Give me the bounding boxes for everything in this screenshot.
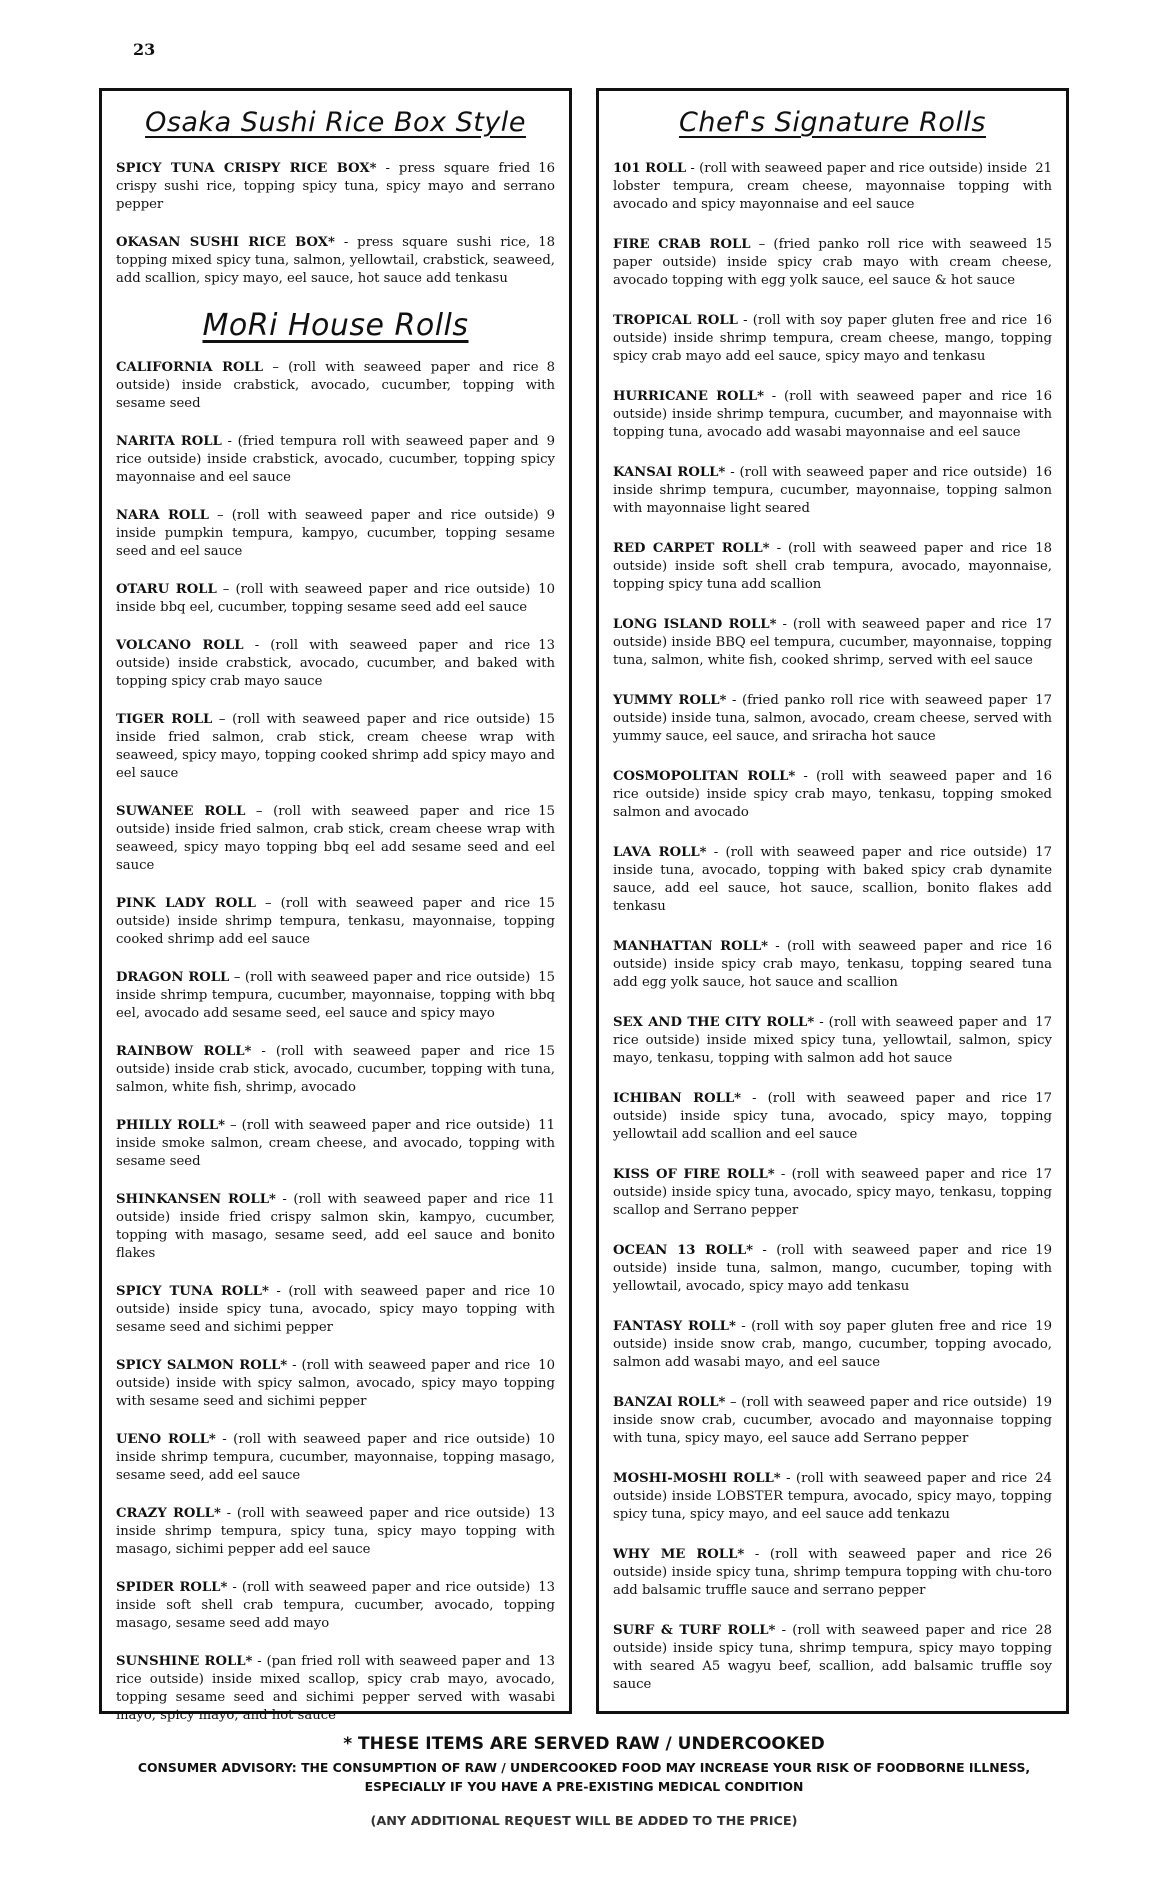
menu-item	[116, 637, 555, 691]
menu-item-description: - (fried tempura roll with seaweed paper and rice outside) inside crabstick, avocado, cucumber, topping spicy mayonnaise and eel sauce	[116, 434, 555, 485]
menu-item	[116, 581, 555, 617]
menu-item-description: - (roll with seaweed paper and rice outside) inside spicy tuna, shrimp tempura, spicy mayo topping with seared A5 wagyu beef, scallion, add balsamic truffle soy sauce	[613, 1623, 1052, 1692]
menu-item-description: - (roll with seaweed paper and rice outside) inside spicy crab mayo, tenkasu, topping smoked salmon and avocado	[613, 769, 1052, 820]
menu-item-name: SHINKANSEN ROLL*	[116, 1192, 276, 1207]
additional-request-note: (ANY ADDITIONAL REQUEST WILL BE ADDED TO THE PRICE)	[370, 1814, 798, 1829]
menu-item-name: MANHATTAN ROLL*	[613, 939, 769, 954]
menu-item-price: 15	[538, 970, 555, 985]
menu-item	[613, 844, 1052, 916]
menu-item	[116, 234, 555, 288]
menu-item-description: - (roll with seaweed paper and rice outside) inside shrimp tempura, cucumber, and mayonnaise with topping tuna, avocado add wasabi mayonnaise and eel sauce	[613, 389, 1052, 440]
menu-item-description: - (roll with seaweed paper and rice outside) inside soft shell crab tempura, avocado, mayonnaise, topping spicy tuna add scallion	[613, 541, 1052, 592]
menu-item	[613, 1470, 1052, 1524]
menu-item-price: 9	[546, 434, 555, 449]
menu-item-name: SEX AND THE CITY ROLL*	[613, 1015, 815, 1030]
menu-item	[613, 768, 1052, 822]
menu-item-description: - (roll with seaweed paper and rice outside) inside spicy tuna, avocado, spicy mayo, tenkasu, topping scallop and Serrano pepper	[613, 1167, 1052, 1218]
menu-item-name: TIGER ROLL	[116, 712, 213, 727]
menu-item	[116, 1283, 555, 1337]
menu-item-name: PINK LADY ROLL	[116, 896, 256, 911]
advisory-line-2: ESPECIALLY IF YOU HAVE A PRE-EXISTING MEDICAL CONDITION	[364, 1779, 804, 1794]
menu-item	[116, 1043, 555, 1097]
menu-item-description: - (roll with seaweed paper and rice outside) inside tuna, salmon, mango, cucumber, toping with yellowtail, avocado, spicy mayo add tenkasu	[613, 1243, 1052, 1294]
menu-item	[613, 1014, 1052, 1068]
menu-item	[116, 160, 555, 214]
menu-item	[116, 1357, 555, 1411]
menu-item-description: - (roll with soy paper gluten free and rice outside) inside shrimp tempura, cream cheese, mango, topping spicy crab mayo add eel sauce, spicy mayo and tenkasu	[613, 313, 1052, 364]
menu-item-price: 16	[1035, 769, 1052, 784]
signature-rolls-section-title: Chef's Signature Rolls	[679, 107, 986, 138]
page-number: 23	[133, 40, 156, 59]
menu-item-name: ICHIBAN ROLL*	[613, 1091, 742, 1106]
menu-item-description: - (roll with seaweed paper and rice outside) inside with spicy salmon, avocado, spicy mayo topping with sesame seed and sichimi pepper	[116, 1358, 555, 1409]
right-menu-column	[596, 88, 1069, 1714]
rice-box-list	[116, 160, 555, 288]
menu-item-name: FIRE CRAB ROLL	[613, 237, 751, 252]
menu-item-name: SUNSHINE ROLL*	[116, 1654, 253, 1669]
menu-item-price: 19	[1035, 1395, 1052, 1410]
menu-item-description: - (roll with seaweed paper and rice outside) inside soft shell crab tempura, cucumber, avocado, topping masago, sesame seed add mayo	[116, 1580, 555, 1631]
menu-item-name: MOSHI-MOSHI ROLL*	[613, 1471, 781, 1486]
menu-item-description: - (roll with seaweed paper and rice outside) inside spicy tuna, shrimp tempura topping with chu-toro add balsamic truffle sauce and serrano pepper	[613, 1547, 1052, 1598]
menu-item-price: 17	[1035, 1015, 1052, 1030]
menu-item-price: 9	[546, 508, 555, 523]
menu-item-description: - (roll with seaweed paper and rice outside) inside crabstick, avocado, cucumber, and baked with topping spicy crab mayo sauce	[116, 638, 555, 689]
menu-item-description: - (roll with seaweed paper and rice outside) inside shrimp tempura, cucumber, mayonnaise, topping masago, sesame seed, add eel sauce	[116, 1432, 555, 1483]
menu-item-price: 10	[538, 1358, 555, 1373]
menu-item	[613, 616, 1052, 670]
menu-item-name: VOLCANO ROLL	[116, 638, 244, 653]
menu-item-price: 17	[1035, 845, 1052, 860]
left-menu-column	[99, 88, 572, 1723]
consumer-advisory	[99, 1758, 1069, 1796]
menu-item-name: DRAGON ROLL	[116, 970, 230, 985]
menu-item	[116, 803, 555, 875]
menu-item-name: WHY ME ROLL*	[613, 1547, 745, 1562]
menu-item-description: - (roll with seaweed paper and rice outside) inside mixed spicy tuna, yellowtail, salmon, spicy mayo, tenkasu, topping with salmon add hot sauce	[613, 1015, 1052, 1066]
menu-item-name: COSMOPOLITAN ROLL*	[613, 769, 796, 784]
menu-item-description: - (roll with seaweed paper and rice outside) inside crab stick, avocado, cucumber, topping with tuna, salmon, white fish, shrimp, avocado	[116, 1044, 555, 1095]
menu-item-price: 18	[1035, 541, 1052, 556]
menu-item-price: 10	[538, 1432, 555, 1447]
raw-notice: * THESE ITEMS ARE SERVED RAW / UNDERCOOKED	[343, 1734, 825, 1754]
menu-item-price: 13	[538, 1506, 555, 1521]
menu-item-description: - press square fried crispy sushi rice, topping spicy tuna, spicy mayo and serrano pepper	[116, 161, 555, 212]
menu-item	[613, 1242, 1052, 1296]
menu-item	[116, 507, 555, 561]
menu-item-price: 15	[1035, 237, 1052, 252]
menu-item-name: NARA ROLL	[116, 508, 209, 523]
menu-item	[613, 1622, 1052, 1694]
menu-item	[116, 1653, 555, 1725]
menu-item-price: 15	[538, 712, 555, 727]
menu-item-name: SPICY SALMON ROLL*	[116, 1358, 288, 1373]
menu-item-price: 16	[1035, 313, 1052, 328]
menu-item-price: 16	[1035, 465, 1052, 480]
menu-item-description: - press square sushi rice, topping mixed spicy tuna, salmon, yellowtail, crabstick, seaweed, add scallion, spicy mayo, eel sauce, hot sauce add tenkasu	[116, 235, 555, 286]
menu-item-description: – (roll with seaweed paper and rice outside) inside bbq eel, cucumber, topping sesame seed add eel sauce	[116, 582, 531, 615]
menu-item-name: RAINBOW ROLL*	[116, 1044, 252, 1059]
menu-item	[116, 433, 555, 487]
menu-item-price: 8	[546, 360, 555, 375]
menu-item-description: – (roll with seaweed paper and rice outside) inside crabstick, avocado, cucumber, topping with sesame seed	[116, 360, 555, 411]
rice-box-section-title: Osaka Sushi Rice Box Style	[145, 107, 526, 138]
menu-item-name: OTARU ROLL	[116, 582, 217, 597]
menu-item-name: TROPICAL ROLL	[613, 313, 738, 328]
menu-item-price: 17	[1035, 693, 1052, 708]
menu-item-name: OKASAN SUSHI RICE BOX*	[116, 235, 335, 250]
menu-item-description: - (roll with seaweed paper and rice outside) inside spicy tuna, avocado, spicy mayo, topping yellowtail add scallion and eel sauce	[613, 1091, 1052, 1142]
menu-item	[613, 1318, 1052, 1372]
menu-item-description: - (roll with seaweed paper and rice outside) inside spicy crab mayo, tenkasu, topping seared tuna add egg yolk sauce, hot sauce and scallion	[613, 939, 1052, 990]
menu-item-description: - (roll with seaweed paper and rice outside) inside lobster tempura, cream cheese, mayonnaise topping with avocado and spicy mayonnaise and eel sauce	[613, 161, 1052, 212]
menu-item-name: SURF & TURF ROLL*	[613, 1623, 776, 1638]
menu-item-description: - (roll with seaweed paper and rice outside) inside spicy tuna, avocado, spicy mayo topping with sesame seed and sichimi pepper	[116, 1284, 555, 1335]
menu-item	[116, 1431, 555, 1485]
menu-item	[613, 540, 1052, 594]
menu-item-price: 13	[538, 1580, 555, 1595]
menu-item-price: 17	[1035, 617, 1052, 632]
menu-item	[116, 1579, 555, 1633]
menu-item-name: NARITA ROLL	[116, 434, 222, 449]
menu-item-description: - (roll with seaweed paper and rice outside) inside LOBSTER tempura, avocado, spicy mayo, topping spicy tuna, spicy mayo, and eel sauce add tenkazu	[613, 1471, 1052, 1522]
menu-item-description: – (roll with seaweed paper and rice outside) inside smoke salmon, cream cheese, and avocado, topping with sesame seed	[116, 1118, 555, 1169]
menu-item-price: 15	[538, 896, 555, 911]
menu-item	[613, 1166, 1052, 1220]
menu-item-price: 17	[1035, 1167, 1052, 1182]
menu-item-description: - (roll with seaweed paper and rice outside) inside tuna, avocado, topping with baked spicy crab dynamite sauce, add eel sauce, hot sauce, scallion, bonito flakes add tenkasu	[613, 845, 1052, 914]
menu-item-price: 19	[1035, 1243, 1052, 1258]
menu-item-price: 13	[538, 638, 555, 653]
menu-item-name: SUWANEE ROLL	[116, 804, 246, 819]
menu-item-name: UENO ROLL*	[116, 1432, 216, 1447]
menu-item-price: 16	[538, 161, 555, 176]
menu-item	[613, 312, 1052, 366]
menu-item-description: – (roll with seaweed paper and rice outside) inside fried salmon, crab stick, cream cheese wrap with seaweed, spicy mayo, topping cooked shrimp add spicy mayo and eel sauce	[116, 712, 555, 781]
menu-item-name: SPICY TUNA CRISPY RICE BOX*	[116, 161, 377, 176]
menu-item-price: 28	[1035, 1623, 1052, 1638]
menu-item-name: YUMMY ROLL*	[613, 693, 727, 708]
menu-item-description: - (pan fried roll with seaweed paper and rice outside) inside mixed scallop, spicy crab mayo, avocado, topping sesame seed and sichimi pepper served with wasabi mayo, spicy mayo, and hot sauce	[116, 1654, 555, 1723]
menu-item	[613, 1394, 1052, 1448]
menu-item-description: - (roll with seaweed paper and rice outside) inside shrimp tempura, spicy tuna, spicy mayo topping with masago, sichimi pepper add eel sauce	[116, 1506, 555, 1557]
menu-item-price: 24	[1035, 1471, 1052, 1486]
menu-item-name: PHILLY ROLL*	[116, 1118, 225, 1133]
menu-item-description: – (roll with seaweed paper and rice outside) inside shrimp tempura, cucumber, mayonnaise, topping with bbq eel, avocado add sesame seed, eel sauce and spicy mayo	[116, 970, 555, 1021]
menu-item-price: 13	[538, 1654, 555, 1669]
menu-item	[613, 1090, 1052, 1144]
menu-item-price: 15	[538, 804, 555, 819]
menu-item-price: 18	[538, 235, 555, 250]
menu-item-price: 16	[1035, 939, 1052, 954]
footer	[99, 1734, 1069, 1829]
house-rolls-list	[116, 359, 555, 1725]
menu-item	[613, 236, 1052, 290]
menu-item-description: – (roll with seaweed paper and rice outside) inside snow crab, cucumber, avocado and mayonnaise topping with tuna, spicy mayo, eel sauce add Serrano pepper	[613, 1395, 1052, 1446]
menu-item	[116, 895, 555, 949]
menu-item	[116, 1505, 555, 1559]
menu-item-description: - (roll with soy paper gluten free and rice outside) inside snow crab, mango, cucumber, topping avocado, salmon add wasabi mayo, and eel sauce	[613, 1319, 1052, 1370]
menu-item-name: FANTASY ROLL*	[613, 1319, 736, 1334]
menu-item-description: - (roll with seaweed paper and rice outside) inside shrimp tempura, cucumber, mayonnaise, topping salmon with mayonnaise light seared	[613, 465, 1052, 516]
menu-item-name: CALIFORNIA ROLL	[116, 360, 264, 375]
menu-item-name: SPIDER ROLL*	[116, 1580, 228, 1595]
menu-item-name: LAVA ROLL*	[613, 845, 707, 860]
menu-item-price: 19	[1035, 1319, 1052, 1334]
menu-item-description: – (fried panko roll rice with seaweed paper outside) inside spicy crab mayo with cream cheese, avocado topping with egg yolk sauce, eel sauce & hot sauce	[613, 237, 1052, 288]
menu-item-name: RED CARPET ROLL*	[613, 541, 770, 556]
menu-item	[116, 1191, 555, 1263]
menu-item-name: OCEAN 13 ROLL*	[613, 1243, 754, 1258]
menu-item-description: – (roll with seaweed paper and rice outside) inside fried salmon, crab stick, cream cheese wrap with seaweed, spicy mayo topping bbq eel add sesame seed and eel sauce	[116, 804, 555, 873]
menu-item-description: - (roll with seaweed paper and rice outside) inside BBQ eel tempura, cucumber, mayonnaise, topping tuna, salmon, white fish, cooked shrimp, served with eel sauce	[613, 617, 1052, 668]
menu-item-name: HURRICANE ROLL*	[613, 389, 764, 404]
menu-item	[116, 1117, 555, 1171]
menu-item	[613, 938, 1052, 992]
menu-item-name: KANSAI ROLL*	[613, 465, 726, 480]
menu-item-name: SPICY TUNA ROLL*	[116, 1284, 269, 1299]
menu-item-price: 15	[538, 1044, 555, 1059]
menu-item-description: - (roll with seaweed paper and rice outside) inside fried crispy salmon skin, kampyo, cucumber, topping with masago, sesame seed, add eel sauce and bonito flakes	[116, 1192, 555, 1261]
menu-item	[613, 1546, 1052, 1600]
advisory-line-1: CONSUMER ADVISORY: THE CONSUMPTION OF RAW / UNDERCOOKED FOOD MAY INCREASE YOUR RISK OF FOODBORNE ILLNESS,	[137, 1760, 1031, 1775]
house-rolls-section-title: MoRi House Rolls	[202, 308, 469, 343]
menu-item-price: 26	[1035, 1547, 1052, 1562]
menu-item	[116, 711, 555, 783]
menu-item-price: 16	[1035, 389, 1052, 404]
menu-item-name: BANZAI ROLL*	[613, 1395, 726, 1410]
menu-item-description: - (fried panko roll rice with seaweed paper outside) inside tuna, salmon, avocado, cream cheese, served with yummy sauce, eel sauce, and sriracha hot sauce	[613, 693, 1052, 744]
menu-item-description: – (roll with seaweed paper and rice outside) inside pumpkin tempura, kampyo, cucumber, topping sesame seed and eel sauce	[116, 508, 555, 559]
menu-item-price: 10	[538, 1284, 555, 1299]
menu-item-name: LONG ISLAND ROLL*	[613, 617, 777, 632]
signature-rolls-list	[613, 160, 1052, 1694]
menu-item-price: 11	[538, 1118, 555, 1133]
menu-item	[116, 969, 555, 1023]
menu-item-price: 10	[538, 582, 555, 597]
menu-item-price: 21	[1035, 161, 1052, 176]
menu-item-name: 101 ROLL	[613, 161, 687, 176]
menu-item	[613, 464, 1052, 518]
menu-item	[613, 692, 1052, 746]
menu-item-name: KISS OF FIRE ROLL*	[613, 1167, 775, 1182]
menu-item-name: CRAZY ROLL*	[116, 1506, 221, 1521]
menu-item-price: 17	[1035, 1091, 1052, 1106]
menu-item	[116, 359, 555, 413]
menu-item-price: 11	[538, 1192, 555, 1207]
menu-item	[613, 160, 1052, 214]
menu-item	[613, 388, 1052, 442]
menu-item-description: – (roll with seaweed paper and rice outside) inside shrimp tempura, tenkasu, mayonnaise, topping cooked shrimp add eel sauce	[116, 896, 555, 947]
